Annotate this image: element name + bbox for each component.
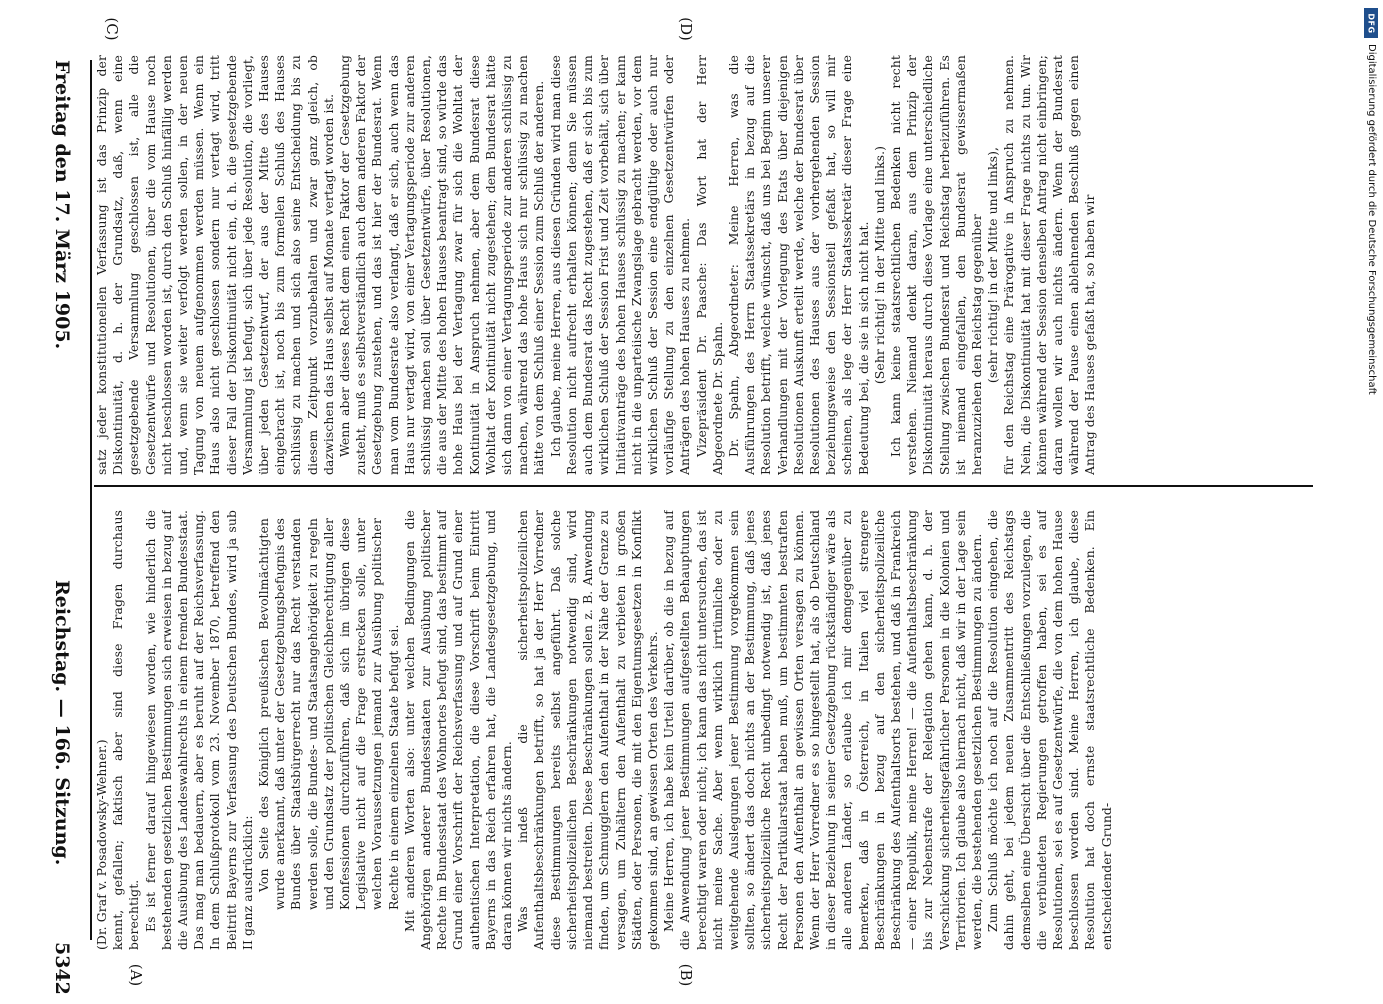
header-rule [90,60,92,940]
left-text-column [94,510,1313,950]
speech-spahn: Dr. Spahn, Abgeordneter: Meine Herren, was die Ausführungen des Herrn Staatssekretärs in bezug auf die Resolution betrifft, welche wünscht, daß uns bei Beginn unserer Verhandlungen mit der Vorlegung des Etats über diejenigen Resolutionen Auskunft erteilt werde, welche der Bundesrat über Resolutionen des Hauses aus der vorhergehenden Session beziehungsweise den Sessionsteil gefaßt hat, so will mir scheinen, als lege der Herr Staatssekretär dieser Frage eine Bedeutung bei, die sie in sich nicht hat. [725,55,871,475]
digitization-note-text: Digitalisierung gefördert durch die Deutsche Forschungsgemeinschaft [1366,44,1377,395]
paragraph: Mit anderen Worten also: unter welchen Bedingungen die Angehörigen anderer Bundesstaaten zur Ausübung politischer Rechte im Bundesstaat des Wohnortes befugt sind, das bestimmt auf Grund einer Vorschrift der Reichsverfassung und auf Grund einer authentischen Interpretation, die diese Vorschrift beim Eintritt Bayerns in das Reich erfahren hat, die Landesgesetzgebung, und daran können wir nichts ändern. [401,510,515,950]
running-head-session: Reichstag. — 166. Sitzung. [51,580,73,866]
column-rule [94,485,1313,487]
paragraph: Zum Schluß möchte ich noch auf die Resolution eingehen, die dahin geht, bei jedem neuen Zusammentritt des Reichstags demselben eine Übersicht über die Entschließungen vorzulegen, die die verbündeten Regierungen getroffen haben, sei es auf Resolutionen, sei es auf Gesetzentwürfe, die von dem hohen Hause beschlossen worden sind. Meine Herren, ich glaube, diese Resolution hat doch ernste staatsrechtliche Bedenken. Ein entscheidender Grund- [985,510,1114,950]
quoted-protocol: Von Seite des Königlich preußischen Bevollmächtigten wurde anerkannt, daß unter der Gesetzgebungsbefugnis des Bundes über Staatsbürgerrecht nur das Recht verstanden werden solle, die Bundes- und Staatsangehörigkeit zu regeln und den Grundsatz der politischen Gleichberechtigung aller Konfessionen durchzuführen, daß sich im übrigen diese Legislative nicht auf die Frage erstrecken solle, unter welchen Voraussetzungen jemand zur Ausübung politischer Rechte in einem einzelnen Staate befugt sei. [256,518,401,910]
paragraph: für den Reichstag eine Prärogative in Anspruch zu nehmen. Nein, die Diskontinuität hat mit dieser Frage nichts zu tun. Wir können während der Session denselben Antrag nicht einbringen; daran wollen wir auch nichts ändern. Wenn der Bundesrat während der Pause einen ablehnenden Beschluß gegen einen Antrag des Hauses gefaßt hat, so haben wir [1001,55,1098,475]
paragraph: Es ist ferner darauf hingewiesen worden, wie hinderlich die bestehenden gesetzlichen Bestimmungen sich erweisen in bezug auf die Ausübung des Landeswahlrechts in einem fremden Bundesstaat. Das mag man bedauern, aber es beruht auf der Reichsverfassung. In dem Schlußprotokoll vom 23. November 1870, betreffend den Beitritt Bayerns zur Verfassung des Deutschen Bundes, wird ja sub II ganz ausdrücklich: [142,510,255,950]
paragraph: Ich glaube, meine Herren, aus diesen Gründen wird man diese Resolution nicht aufrecht erhalten können; denn Sie müssen auch dem Bundesrat das Recht zugestehen, daß er sich bis zum wirklichen Schluß der Session Frist und Zeit vorbehält, sich über Initiativanträge des hohen Hauses schlüssig zu machen; er kann nicht in die unparteiische Zwangslage gebracht werden, vor dem wirklichen Schluß der Session eine endgültige oder auch nur vorläufige Stellung zu den einzelnen Gesetzentwürfen oder Anträgen des hohen Hauses zu nehmen. [547,55,693,475]
paragraph: Ich kann keine staatsrechtlichen Bedenken nicht recht verstehen. Niemand denkt daran, aus dem Prinzip der Diskontinuität heraus durch diese Vorlage eine unterschiedliche Stellung zwischen Bundesrat und Reichstag herbeizuführen. Es ist niemand eingefallen, den Bundesrat gewissermaßen heranzuziehen den Reichstag gegenüber [887,55,984,475]
interjection: (sehr richtig! in der Mitte und links), [985,146,1001,384]
paragraph: Meine Herren, ich habe kein Urteil darüber, ob die in bezug auf die Anwendung jener Bestimmungen aufgestellten Behauptungen berechtigt waren oder nicht; ich kann das nicht untersuchen, das ist nicht meine Sache. Aber wenn wirklich irrtümliche oder zu weitgehende Auslegungen jener Bestimmung vorgekommen sein sollten, so ändert das doch nichts an der Bestimmung, daß jenes sicherheitspolizeiliche Recht unbedingt notwendig ist, daß jenes Recht der Partikularstaat haben muß, um bestimmten bestraften Personen den Aufenthalt an gewissen Orten versagen zu können. Wenn der Herr Vorredner es so hingestellt hat, als ob Deutschland in dieser Beziehung in seiner Gesetzgebung rückständiger wäre als alle anderen Länder, so erlaube ich mir demgegenüber zu bemerken, daß in Österreich, in Italien viel strengere Beschränkungen in bezug auf den sicherheitspolizeiliche Beschränkung des Aufenthaltsorts bestehen, und daß in Frankreich — einer Republik, meine Herren! — die Aufenthaltsbeschränkung bis zur Nebenstrafe der Relegation gehen kann, d. h. der Verschickung sicherheitsgefährlicher Personen in die Kolonien und Territorien. Ich glaube also hiernach nicht, daß wir in der Lage sein werden, die bestehenden gesetzlichen Bestimmungen zu ändern. [661,510,984,950]
margin-letter-c: (C) [103,17,121,41]
dfg-logo [1364,8,1378,38]
margin-letter-b: (B) [677,963,695,987]
interjection: (Sehr richtig! in der Mitte und links.) [871,145,887,385]
vice-president-line: Vizepräsident Dr. Paasche: Das Wort hat der Herr Abgeordnete Dr. Spahn. [693,55,725,475]
paragraph: Wenn aber dieses Recht dem einen Faktor der Gesetzgebung zusteht, muß es selbstverständlich auch dem anderen Faktor der Gesetzgebung zustehen, und das ist hier der Bundesrat. Wenn man vom Bundesrate also verlangt, daß er sich, auch wenn das Haus nur vertagt wird, von einer Vertagungsperiode zur anderen schlüssig machen soll über Gesetzentwürfe, über Resolutionen, die aus der Mitte des hohen Hauses beantragt sind, so würde das hohe Haus bei der Vertagung zwar für sich die Wohltat der Kontinuität in Anspruch nehmen, aber dem Bundesrat diese Wohltat der Kontinuität nicht zugestehen; dem Bundesrat hätte sich dann von einer Vertagungsperiode zur anderen schlüssig zu machen, während das hohe Haus sich nur schlüssig zu machen hätte von dem Schluß einer Session zum Schluß der anderen. [337,55,547,475]
margin-letter-d: (D) [677,17,695,41]
page-number: 5342 [51,942,73,995]
paragraph: satz jeder konstitutionellen Verfassung ist das Prinzip der Diskontinuität, d. h. der Grundsatz, daß, wenn eine gesetzgebende Versammlung geschlossen ist, alle die Gesetzentwürfe und Resolutionen, über die vom Hause noch nicht beschlossen worden ist, durch den Schluß hinfällig werden und, wenn sie weiter verfolgt werden sollen, in der neuen Tagung von neuem aufgenommen werden müssen. Wenn ein Haus also nicht geschlossen sondern nur vertagt wird, tritt dieser Fall der Diskontinuität nicht ein, d. h. die gesetzgebende Versammlung ist befugt, sich über jede Resolution, die vorliegt, über jeden Gesetzentwurf, der aus der Mitte des Hauses eingebracht ist, noch bis zum formellen Schluß des Hauses schlüssig zu machen und sich also seine Entscheidung bis zu diesem Zeitpunkt vorzubehalten und zwar ganz gleich, ob dazwischen das Haus selbst auf Monate vertagt worden ist. [94,55,336,475]
speaker-continuation-head: (Dr. Graf v. Posadowsky-Wehner.) [94,739,109,950]
paragraph: kennt, gefallen; faktisch aber sind diese Fragen durchaus berechtigt. [110,510,142,950]
margin-letter-a: (A) [127,963,145,987]
right-text-column [94,55,1313,475]
digitization-note [1363,44,1379,1004]
running-head-date: Freitag den 17. März 1905. [51,60,73,350]
dfg-logo-text: DFG [1366,12,1376,34]
paragraph: Was indeß die sicherheitspolizeilichen Aufenthaltsbeschränkungen betrifft, so hat ja der Herr Vorredner diese Bestimmungen bereits selbst angeführt. Daß solche sicherheitspolizeilichen Beschränkungen notwendig sind, wird niemand bestreiten. Diese Beschränkungen sollen z. B. Anwendung finden, um Schmugglern den Aufenthalt in der Nähe der Grenze zu versagen, um Zuhältern den Aufenthalt zu verbieten in großen Städten, oder Personen, die mit den Eigentumsgesetzen in Konflikt gekommen sind, an gewissen Orten des Verkehrs. [515,510,660,950]
